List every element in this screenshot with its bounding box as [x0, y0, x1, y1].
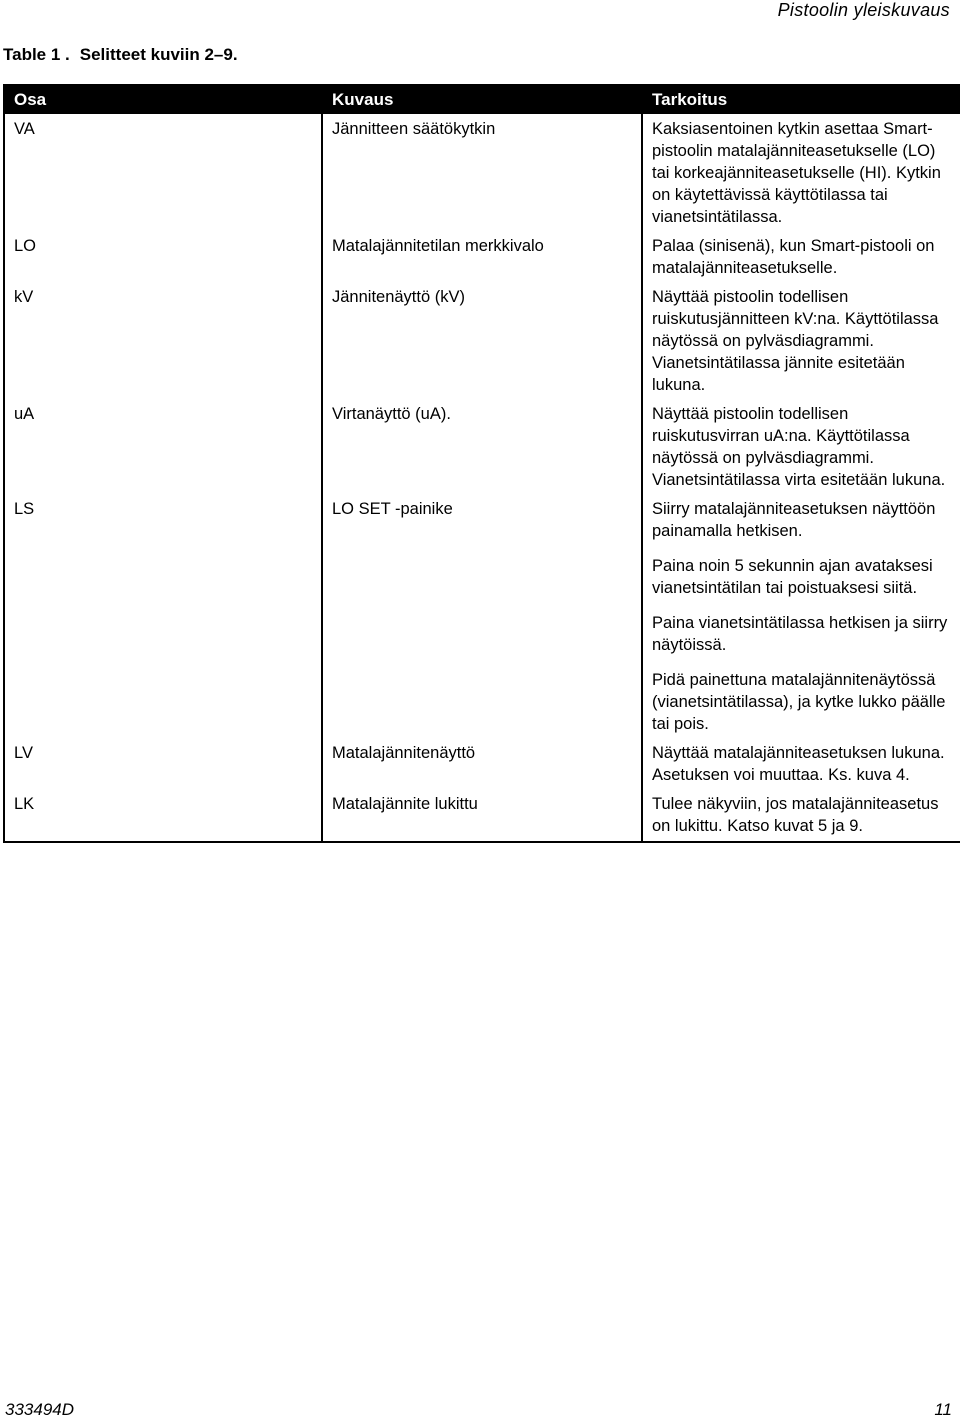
- purpose-paragraph: Palaa (sinisenä), kun Smart-pistooli on matalajänniteasetukselle.: [652, 237, 935, 277]
- table-row: [4, 399, 960, 494]
- purpose-paragraph: Pidä painettuna matalajännitenäytössä (vianetsintätilassa), ja kytke lukko päälle tai pois.: [652, 671, 946, 733]
- legend-table-body: [4, 114, 960, 842]
- part-name-cell: Virtanäyttö (uA).: [322, 399, 642, 494]
- table-header-row: [4, 84, 960, 114]
- column-header-part: Osa: [4, 84, 322, 114]
- table-caption-label: Table 1 .: [3, 45, 70, 64]
- part-name-cell: Matalajännitetilan merkkivalo: [322, 231, 642, 282]
- purpose-cell: [642, 738, 960, 789]
- purpose-paragraph: Näyttää pistoolin todellisen ruiskutusjännitteen kV:na. Käyttötilassa näytössä on pylväsdiagrammi. Vianetsintätilassa jännite esitetään lukuna.: [652, 288, 939, 394]
- part-name-cell: Jännitenäyttö (kV): [322, 282, 642, 399]
- part-name-cell: Matalajännite lukittu: [322, 789, 642, 842]
- column-header-purpose: Tarkoitus: [642, 84, 960, 114]
- table-caption: [3, 45, 238, 65]
- purpose-paragraph: Näyttää matalajänniteasetuksen lukuna. Asetuksen voi muuttaa. Ks. kuva 4.: [652, 744, 945, 784]
- purpose-cell: [642, 282, 960, 399]
- purpose-paragraph: Paina vianetsintätilassa hetkisen ja siirry näytöissä.: [652, 614, 948, 654]
- table-row: [4, 738, 960, 789]
- table-row: [4, 789, 960, 842]
- table-row: [4, 494, 960, 738]
- document-number: 333494D: [5, 1400, 75, 1419]
- table-row: [4, 231, 960, 282]
- page-number: 11: [934, 1400, 952, 1419]
- part-code-cell: uA: [4, 399, 322, 494]
- table-row: [4, 114, 960, 231]
- part-code-cell: LS: [4, 494, 322, 738]
- purpose-cell: [642, 494, 960, 738]
- part-code-cell: LV: [4, 738, 322, 789]
- column-header-description: Kuvaus: [322, 84, 642, 114]
- purpose-cell: [642, 399, 960, 494]
- part-code-cell: LK: [4, 789, 322, 842]
- purpose-cell: [642, 789, 960, 842]
- purpose-paragraph: Kaksiasentoinen kytkin asettaa Smart-pistoolin matalajänniteasetukselle (LO) tai korkeajänniteasetukselle (HI). Kytkin on käytettävissä käyttötilassa tai vianetsintätilassa.: [652, 120, 941, 226]
- purpose-paragraph: Näyttää pistoolin todellisen ruiskutusvirran uA:na. Käyttötilassa näytössä on pylväsdiagrammi. Vianetsintätilassa virta esitetään lukuna.: [652, 405, 946, 489]
- purpose-paragraph: Paina noin 5 sekunnin ajan avataksesi vianetsintätilan tai poistuaksesi siitä.: [652, 557, 933, 597]
- purpose-cell: [642, 114, 960, 231]
- part-code-cell: VA: [4, 114, 322, 231]
- part-code-cell: kV: [4, 282, 322, 399]
- running-header: Pistoolin yleiskuvaus: [777, 0, 950, 20]
- purpose-cell: [642, 231, 960, 282]
- part-name-cell: Matalajännitenäyttö: [322, 738, 642, 789]
- purpose-paragraph: Siirry matalajänniteasetuksen näyttöön painamalla hetkisen.: [652, 500, 936, 540]
- table-caption-title: Selitteet kuviin 2–9.: [79, 45, 238, 64]
- purpose-paragraph: Tulee näkyviin, jos matalajänniteasetus on lukittu. Katso kuvat 5 ja 9.: [652, 795, 939, 835]
- part-name-cell: Jännitteen säätökytkin: [322, 114, 642, 231]
- table-row: [4, 282, 960, 399]
- legend-table: [3, 84, 960, 843]
- part-name-cell: LO SET -painike: [322, 494, 642, 738]
- part-code-cell: LO: [4, 231, 322, 282]
